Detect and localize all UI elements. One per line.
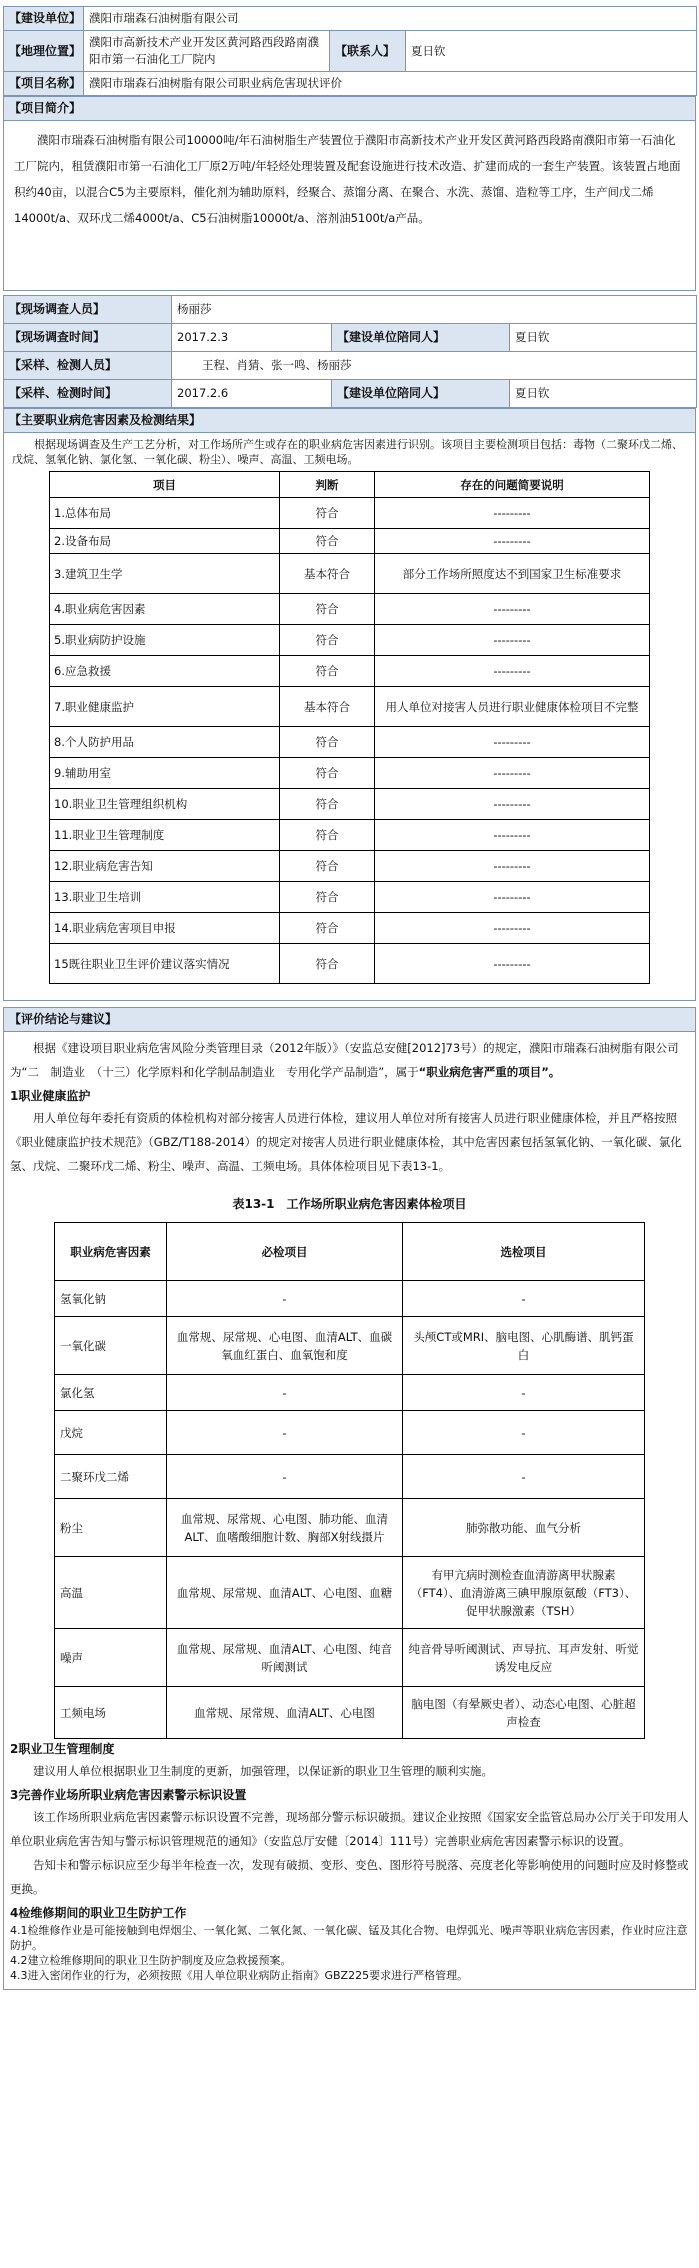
- section-4-item-3: 4.3进入密闭作业的行为，必须按照《用人单位职业病防止指南》GBZ225要求进行严格管理。: [10, 1969, 469, 1982]
- eval-issue: ---------: [375, 789, 650, 820]
- exam-factor: 氢氧化钠: [55, 1281, 167, 1317]
- health-exam-table: [54, 1222, 645, 1739]
- exam-required: -: [167, 1375, 403, 1411]
- eval-header-issues: 存在的问题简要说明: [375, 472, 650, 498]
- section-2-title: 2职业卫生管理制度: [10, 1742, 115, 1756]
- table-13-1-caption: 表13-1 工作场所职业病危害因素体检项目: [232, 1197, 467, 1211]
- eval-item: 2.设备布局: [50, 529, 280, 554]
- project-value: 濮阳市瑞森石油树脂有限公司职业病危害现状评价: [84, 72, 697, 96]
- exam-row: [55, 1499, 645, 1557]
- intro-label: 【项目简介】: [4, 97, 696, 121]
- sample-time-label: 【采样、检测时间】: [4, 380, 172, 408]
- eval-row: [50, 687, 650, 727]
- survey-time-label: 【现场调查时间】: [4, 324, 172, 352]
- exam-row: [55, 1687, 645, 1739]
- eval-row: [50, 944, 650, 984]
- eval-item: 8.个人防护用品: [50, 727, 280, 758]
- exam-required: 血常规、尿常规、血清ALT、心电图: [167, 1687, 403, 1739]
- eval-header-item: 项目: [50, 472, 280, 498]
- results-label: 【主要职业病危害因素及检测结果】: [4, 409, 696, 433]
- section-3-title: 3完善作业场所职业病危害因素警示标识设置: [10, 1788, 247, 1802]
- eval-judgement: 符合: [280, 851, 375, 882]
- eval-issue: ---------: [375, 594, 650, 625]
- eval-item: 11.职业卫生管理制度: [50, 820, 280, 851]
- eval-judgement: 符合: [280, 594, 375, 625]
- exam-row: [55, 1317, 645, 1375]
- eval-judgement: 符合: [280, 529, 375, 554]
- eval-item: 3.建筑卫生学: [50, 554, 280, 594]
- survey-time-value: 2017.2.3: [172, 324, 332, 352]
- exam-required: 血常规、尿常规、心电图、肺功能、血清ALT、血嗜酸细胞计数、胸部X射线摄片: [167, 1499, 403, 1557]
- exam-row: [55, 1557, 645, 1629]
- eval-issue: ---------: [375, 727, 650, 758]
- section-1-title: 1职业健康监护: [10, 1089, 91, 1103]
- eval-issue: ---------: [375, 498, 650, 529]
- eval-issue: ---------: [375, 529, 650, 554]
- exam-factor: 高温: [55, 1557, 167, 1629]
- eval-row: [50, 789, 650, 820]
- eval-row: [50, 820, 650, 851]
- exam-required: 血常规、尿常规、血清ALT、心电图、血糖: [167, 1557, 403, 1629]
- results-table: [3, 408, 696, 1001]
- eval-item: 5.职业病防护设施: [50, 625, 280, 656]
- exam-factor: 氯化氢: [55, 1375, 167, 1411]
- eval-judgement: 符合: [280, 944, 375, 984]
- eval-judgement: 基本符合: [280, 687, 375, 727]
- intro-table: [3, 96, 696, 291]
- exam-factor: 戊烷: [55, 1411, 167, 1455]
- classification-result: “职业病危害严重的项目”。: [418, 1065, 561, 1079]
- exam-row: [55, 1455, 645, 1499]
- eval-issue: ---------: [375, 758, 650, 789]
- eval-judgement: 符合: [280, 498, 375, 529]
- eval-item: 12.职业病危害告知: [50, 851, 280, 882]
- sampler-label: 【采样、检测人员】: [4, 352, 172, 380]
- exam-required: -: [167, 1281, 403, 1317]
- exam-optional: -: [403, 1281, 645, 1317]
- eval-row: [50, 882, 650, 913]
- eval-item: 14.职业病危害项目申报: [50, 913, 280, 944]
- exam-required: -: [167, 1411, 403, 1455]
- eval-judgement: 符合: [280, 727, 375, 758]
- eval-issue: ---------: [375, 913, 650, 944]
- exam-required: 血常规、尿常规、血清ALT、心电图、纯音听阈测试: [167, 1629, 403, 1687]
- exam-header-optional: 选检项目: [403, 1223, 645, 1281]
- intro-text: 濮阳市瑞森石油树脂有限公司10000吨/年石油树脂生产装置位于濮阳市高新技术产业开发区黄河路西段路南濮阳市第一石油化工厂院内，租赁濮阳市第一石油化工厂原2万吨/年轻烃处理装置及配套设施进行技术改造、扩建而成的一套生产装置。该装置占地面积约40亩，以混合C5为主要原料，催化剂为辅助原料，经聚合、蒸馏分离、在聚合、水洗、蒸馏、造粒等工序，生产间戊二烯14000t/a、双环戊二烯4000t/a、C5石油树脂10000t/a、溶剂油5100t/a产品。: [14, 133, 681, 225]
- exam-factor: 粉尘: [55, 1499, 167, 1557]
- eval-item: 6.应急救援: [50, 656, 280, 687]
- exam-header-required: 必检项目: [167, 1223, 403, 1281]
- contact-label: 【联系人】: [330, 31, 406, 72]
- eval-row: [50, 727, 650, 758]
- exam-factor: 二聚环戊二烯: [55, 1455, 167, 1499]
- evaluation-table: [49, 471, 650, 984]
- eval-issue: ---------: [375, 882, 650, 913]
- eval-judgement: 符合: [280, 789, 375, 820]
- section-4-item-1: 4.1检维修作业是可能接触到电焊烟尘、一氧化氮、二氧化氮、一氧化碳、锰及其化合物、电焊弧光、噪声等职业病危害因素，作业时应注意防护。: [10, 1924, 688, 1952]
- exam-optional: 头颅CT或MRI、脑电图、心肌酶谱、肌钙蛋白: [403, 1317, 645, 1375]
- eval-item: 13.职业卫生培训: [50, 882, 280, 913]
- eval-judgement: 符合: [280, 882, 375, 913]
- section-4-item-2: 4.2建立检维修期间的职业卫生防护制度及应急救援预案。: [10, 1954, 292, 1967]
- eval-row: [50, 851, 650, 882]
- eval-row: [50, 529, 650, 554]
- eval-judgement: 基本符合: [280, 554, 375, 594]
- section-4-title: 4检维修期间的职业卫生防护工作: [10, 1906, 187, 1920]
- exam-factor: 噪声: [55, 1629, 167, 1687]
- project-label: 【项目名称】: [4, 72, 84, 96]
- eval-issue: ---------: [375, 625, 650, 656]
- exam-row: [55, 1411, 645, 1455]
- exam-factor: 一氧化碳: [55, 1317, 167, 1375]
- location-value: 濮阳市高新技术产业开发区黄河路西段路南濮阳市第一石油化工厂院内: [84, 31, 330, 72]
- unit-label: 【建设单位】: [4, 7, 84, 31]
- exam-optional: 肺弥散功能、血气分析: [403, 1499, 645, 1557]
- eval-row: [50, 498, 650, 529]
- exam-optional: 纯音骨导听阈测试、声导抗、耳声发射、听觉诱发电反应: [403, 1629, 645, 1687]
- investigator-label: 【现场调查人员】: [4, 296, 172, 324]
- eval-issue: ---------: [375, 944, 650, 984]
- eval-issue: ---------: [375, 656, 650, 687]
- eval-issue: 用人单位对接害人员进行职业健康体检项目不完整: [375, 687, 650, 727]
- exam-optional: 脑电图（有晕厥史者）、动态心电图、心脏超声检查: [403, 1687, 645, 1739]
- exam-row: [55, 1629, 645, 1687]
- eval-judgement: 符合: [280, 656, 375, 687]
- exam-header-factor: 职业病危害因素: [55, 1223, 167, 1281]
- eval-header-judgement: 判断: [280, 472, 375, 498]
- conclusion-table: [3, 1007, 696, 1990]
- eval-row: [50, 913, 650, 944]
- section-2-text: 建议用人单位根据职业卫生制度的更新，加强管理，以保证新的职业卫生管理的顺利实施。: [33, 1764, 493, 1778]
- eval-row: [50, 656, 650, 687]
- classification-paragraph: [10, 1036, 689, 1084]
- escort-value-2: 夏日钦: [510, 380, 697, 408]
- eval-item: 1.总体布局: [50, 498, 280, 529]
- sample-time-value: 2017.2.6: [172, 380, 332, 408]
- exam-row: [55, 1375, 645, 1411]
- exam-factor: 工频电场: [55, 1687, 167, 1739]
- section-1-text: 用人单位每年委托有资质的体检机构对部分接害人员进行体检，建议用人单位对所有接害人员进行职业健康体检，并且严格按照《职业健康监护技术规范》（GBZ/T188-2014）的规定对接害人员进行职业健康体检，其中危害因素包括氢氧化钠、一氧化碳、氯化氢、戊烷、二聚环戊二烯、粉尘、噪声、高温、工频电场。具体体检项目见下表13-1。: [10, 1111, 682, 1173]
- eval-issue: ---------: [375, 851, 650, 882]
- escort-label-1: 【建设单位陪同人】: [332, 324, 510, 352]
- exam-optional: -: [403, 1455, 645, 1499]
- eval-judgement: 符合: [280, 913, 375, 944]
- classification-text: 根据《建设项目职业病危害风险分类管理目录（2012年版）》（安监总安健[2012]73号）的规定，濮阳市瑞森石油树脂有限公司为“二 制造业 （十三）化学原料和化学制品制造业 专用化学产品制造”，属于: [10, 1041, 679, 1079]
- escort-label-2: 【建设单位陪同人】: [332, 380, 510, 408]
- exam-optional: -: [403, 1375, 645, 1411]
- survey-table: [3, 295, 697, 408]
- eval-item: 9.辅助用室: [50, 758, 280, 789]
- eval-item: 7.职业健康监护: [50, 687, 280, 727]
- results-intro: 根据现场调查及生产工艺分析，对工作场所产生或存在的职业病危害因素进行识别。该项目主要检测项目包括：毒物（二聚环戊二烯、戊烷、氢氧化钠、氯化氢、一氧化碳、粉尘）、噪声、高温、工频电场。: [12, 438, 683, 466]
- eval-row: [50, 758, 650, 789]
- location-label: 【地理位置】: [4, 31, 84, 72]
- sampler-value: 王程、肖猜、张一鸣、杨丽莎: [172, 352, 697, 380]
- eval-item: 15既往职业卫生评价建议落实情况: [50, 944, 280, 984]
- eval-row: [50, 594, 650, 625]
- section-3-text-1: 该工作场所职业病危害因素警示标识设置不完善，现场部分警示标识破损。建议企业按照《国家安全监管总局办公厅关于印发用人单位职业病危害告知与警示标识管理规范的通知》（安监总厅安健〔2014〕111号）完善职业病危害因素警示标识的设置。: [10, 1810, 689, 1848]
- unit-value: 濮阳市瑞森石油树脂有限公司: [84, 7, 697, 31]
- escort-value-1: 夏日钦: [510, 324, 697, 352]
- investigator-value: 杨丽莎: [172, 296, 697, 324]
- conclusion-label: 【评价结论与建议】: [4, 1008, 696, 1032]
- eval-judgement: 符合: [280, 820, 375, 851]
- exam-required: -: [167, 1455, 403, 1499]
- eval-item: 4.职业病危害因素: [50, 594, 280, 625]
- eval-item: 10.职业卫生管理组织机构: [50, 789, 280, 820]
- exam-required: 血常规、尿常规、心电图、血清ALT、血碳氧血红蛋白、血氧饱和度: [167, 1317, 403, 1375]
- exam-optional: 有甲亢病时测检查血清游离甲状腺素（FT4）、血清游离三碘甲腺原氨酸（FT3）、促甲状腺激素（TSH）: [403, 1557, 645, 1629]
- eval-issue: ---------: [375, 820, 650, 851]
- eval-judgement: 符合: [280, 758, 375, 789]
- eval-row: [50, 625, 650, 656]
- section-3-text-2: 告知卡和警示标识应至少每半年检查一次，发现有破损、变形、变色、图形符号脱落、亮度老化等影响使用的问题时应及时修整或更换。: [10, 1858, 689, 1896]
- exam-optional: -: [403, 1411, 645, 1455]
- contact-value: 夏日钦: [406, 31, 697, 72]
- eval-row: [50, 554, 650, 594]
- basic-info-table: [3, 6, 697, 96]
- eval-issue: 部分工作场所照度达不到国家卫生标准要求: [375, 554, 650, 594]
- exam-row: [55, 1281, 645, 1317]
- eval-judgement: 符合: [280, 625, 375, 656]
